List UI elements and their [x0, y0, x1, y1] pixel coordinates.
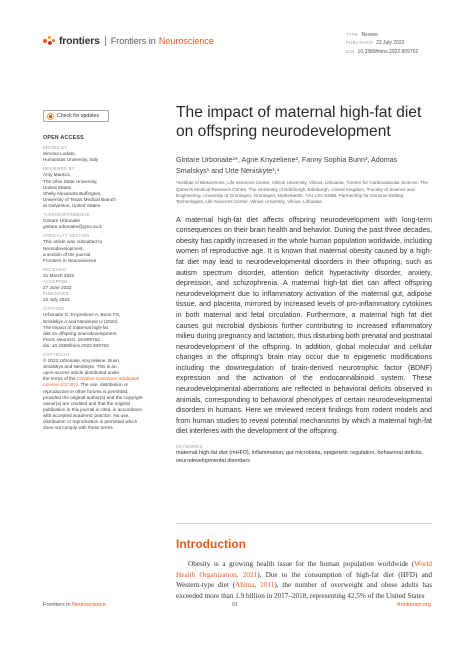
specialty-line: Neurodevelopment,	[43, 245, 84, 251]
intro-text-part: ), the number of overweight and obese adults has exceeded more than 1.9 billion in 2017–2018, representing 42.5% of the United States	[176, 581, 432, 600]
citation-volume: 16:909762.	[76, 336, 102, 342]
specialty-section-block	[43, 233, 143, 263]
introduction-text	[176, 559, 432, 601]
frontiers-logo-icon	[43, 36, 56, 47]
received-value: 31 March 2022	[43, 272, 75, 278]
article-meta	[346, 31, 418, 56]
introduction-heading: Introduction	[176, 537, 246, 551]
citation-label: CITATION	[43, 306, 64, 312]
footer-site-link[interactable]: frontiersin.org	[397, 602, 431, 608]
reviewed-by-line: University of Texas Medical Branch	[43, 196, 116, 202]
specialty-section-label: SPECIALTY SECTION	[43, 233, 90, 239]
published-value: 22 July 2022	[376, 40, 405, 47]
dates-block	[43, 267, 143, 304]
citation-link[interactable]: World Health Organization, 2021	[176, 560, 432, 579]
correspondence-block	[43, 212, 143, 230]
specialty-line: Frontiers in Neuroscience	[43, 257, 97, 263]
footer-journal	[43, 602, 106, 608]
specialty-line: This article was submitted to	[43, 239, 103, 245]
reviewed-by-label: REVIEWED BY	[43, 166, 75, 172]
edited-by-block	[43, 145, 143, 163]
journal-prefix: Frontiers in	[110, 36, 156, 46]
citation-line: Smalskys A and Neniskyte U (2022)	[43, 318, 118, 324]
edited-by-line: Simona Lodato,	[43, 151, 76, 157]
check-for-updates-label: Check for updates	[57, 112, 100, 119]
citation-line: Urbonaite G, Knyzeliene A, Bunn FS,	[43, 312, 121, 318]
copyright-line: Smalskys and Neniskyte. This is an	[43, 364, 117, 370]
open-access-label: OPEN ACCESS	[43, 135, 84, 141]
copyright-text	[43, 376, 143, 431]
reviewed-by-line: Shelly Alexandra Buffington,	[43, 190, 102, 196]
article-title: The impact of maternal high-fat diet on offspring neurodevelopment	[176, 104, 422, 140]
author-list: Gintare Urbonaite¹*, Agne Knyzeliene², Fanny Sophia Bunn³, Adomas Smalskys¹ and Urte Neniskyte¹,⁴	[176, 155, 398, 175]
correspondence-label: *CORRESPONDENCE	[43, 212, 90, 218]
accepted-label: ACCEPTED	[43, 278, 68, 284]
edited-by-label: EDITED BY	[43, 145, 68, 151]
copyright-label: COPYRIGHT	[43, 352, 71, 357]
reviewed-by-line: Amy Mackos,	[43, 172, 72, 178]
footer-journal-name[interactable]: Neuroscience	[72, 602, 106, 608]
doi-label: DOI	[346, 48, 355, 54]
type-value: Review	[361, 32, 378, 38]
correspondence-name: Gintare Urbonaite	[43, 218, 80, 224]
published-label: PUBLISHED	[346, 40, 374, 46]
copyright-line: the terms of the	[43, 376, 77, 382]
journal-header	[43, 34, 214, 48]
accepted-value: 27 June 2022	[43, 285, 72, 291]
footer-journal-prefix: Frontiers in	[43, 602, 71, 608]
keywords: maternal high-fat diet (mHFD), inflammation, gut microbiota, epigenetic regulation, behavioral deficits, neurodevelopmental disorders	[176, 450, 424, 464]
copyright-line: © 2022 Urbonaite, Knyzeliene, Bunn,	[43, 358, 121, 364]
published-value: 22 July 2022	[43, 297, 70, 303]
reviewed-by-line: United States	[43, 184, 72, 190]
intro-text-part: ). Due to the consumption of high-fat diet (HFD) and Western-type diet (	[176, 570, 432, 590]
published-label: PUBLISHED	[43, 291, 69, 297]
section-divider	[176, 523, 432, 524]
citation-doi[interactable]: doi: 10.3389/fnins.2022.909762	[43, 342, 109, 348]
citation-journal: Front. Neurosci.	[43, 336, 77, 342]
page-number: 01	[232, 602, 239, 608]
received-label: RECEIVED	[43, 266, 67, 272]
reviewed-by-line: at Galveston, United States	[43, 202, 101, 208]
reviewed-by-block	[43, 166, 143, 209]
update-check-icon	[47, 113, 54, 120]
cc-by-license-link[interactable]: Creative Commons Attribution License (CC BY).	[43, 376, 140, 388]
copyright-line: open-access article distributed under	[43, 370, 120, 376]
affiliations: ¹Institute of Biosciences, Life Sciences Center, Vilnius University, Vilnius, Lithuania, ²Centre for Cardiovascular Science, The Queen's Medical Research Centre, The University of Edinburgh, Edinburgh, United Kingdom, ³Faculty of Science and Engineering, University of Groningen, Groningen, Netherlands, ⁴VU LSC-EMBL Partnership for Genome Editing Technologies, Life Sciences Center, Vilnius University, Vilnius, Lithuania	[176, 180, 428, 205]
check-for-updates-button[interactable]	[43, 110, 109, 122]
citation-line: The impact of maternal high-fat	[43, 324, 108, 330]
abstract: A maternal high-fat diet affects offspring neurodevelopment with long-term consequences on their brain health and behavior. During the past three decades, obesity has rapidly increased in the whole human population worldwide, including women of reproductive age. It is known that maternal obesity caused by a high-fat diet may lead to neurodevelopmental disorders in their offspring, such as autism spectrum disorder, attention deficit hyperactivity disorder, anxiety, depression, and schizophrenia. A maternal high-fat diet can affect offspring neurodevelopment due to inflammatory activation of the maternal gut, adipose tissue, and placenta, mirrored by increased levels of pro-inflammatory cytokines in both maternal and fetal circulation. Furthermore, a maternal high fat diet causes gut microbial dysbiosis further contributing to increased inflammatory milieu during pregnancy and lactation, thus disturbing both prenatal and postnatal neurodevelopment of the offspring. In addition, global molecular and cellular changes in the offspring's brain may occur due to epigenetic modifications including the downregulation of brain-derived neurotrophic factor (BDNF) expression and the activation of the endocannabinoid system. These neurodevelopmental aberrations are reflected in behavioral deficits observed in animals, corresponding to behavioral phenotypes of certain neurodevelopmental disorders in humans. Here we reviewed recent findings from rodent models and from human studies to reveal potential mechanisms by which a maternal high-fat diet interferes with the development of the offspring.	[176, 215, 432, 436]
doi-value[interactable]: 10.3389/fnins.2022.909762	[357, 48, 419, 55]
header-divider	[105, 36, 106, 46]
type-label: TYPE	[346, 32, 359, 37]
reviewed-by-line: The Ohio State University,	[43, 178, 98, 184]
edited-by-line: Humanitas University, Italy	[43, 157, 99, 163]
article-sidebar	[43, 110, 143, 434]
copyright-block	[43, 352, 143, 431]
citation-link[interactable]: Ahima, 2011	[235, 581, 275, 590]
specialty-line: a section of the journal	[43, 251, 91, 257]
brand-name[interactable]: frontiers	[59, 35, 100, 47]
copyright-terms: The use, distribution or reproduction in other forums is permitted, provided the original author(s) and the copyright owner(s) are credited and that the original publication in this journal is cited, in accordance with accepted academic practice. No use, distribution or reproduction is permitted which does not comply with these terms.	[43, 382, 143, 431]
keywords-label: KEYWORDS	[176, 444, 203, 450]
correspondence-email[interactable]: gintare.urbonaite@gmc.vu.lt	[43, 224, 102, 230]
article-main	[176, 104, 432, 466]
journal-name[interactable]: Neuroscience	[158, 36, 214, 46]
citation-block	[43, 306, 143, 349]
intro-text-part: Obesity is a growing health issue for the human population worldwide (	[188, 560, 415, 568]
citation-line: diet on offspring neurodevelopment.	[43, 330, 118, 336]
